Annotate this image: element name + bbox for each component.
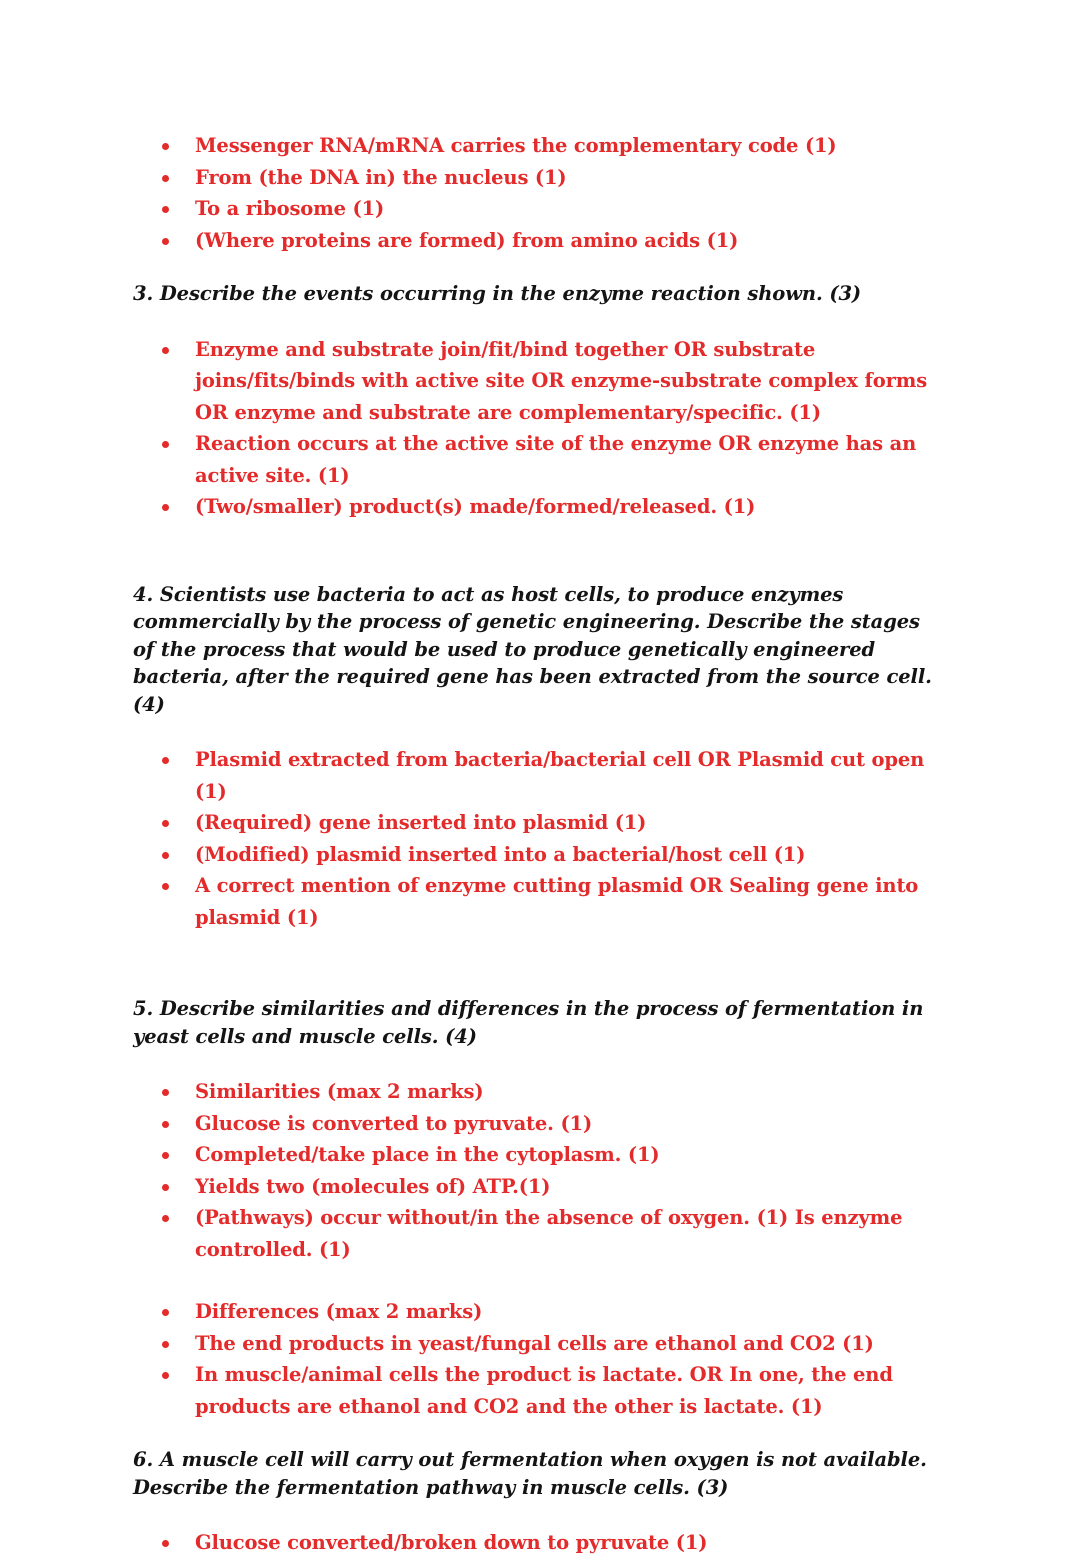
list-item xyxy=(133,491,947,523)
spacer xyxy=(133,523,947,581)
answer-list-q2 xyxy=(133,130,947,256)
bullet-point-icon xyxy=(162,347,169,354)
answer-text: The end products in yeast/fungal cells are ethanol and CO2 (1) xyxy=(195,1331,874,1355)
bullet-point-icon xyxy=(162,757,169,764)
spacer xyxy=(133,1265,947,1296)
bullet-point-icon xyxy=(162,1152,169,1159)
bullet-point-icon xyxy=(162,1309,169,1316)
list-item xyxy=(133,870,947,933)
bullet-point-icon xyxy=(162,852,169,859)
answer-list-q4 xyxy=(133,744,947,933)
spacer xyxy=(133,308,947,334)
list-item xyxy=(133,130,947,162)
spacer xyxy=(133,1501,947,1527)
bullet-point-icon xyxy=(162,1121,169,1128)
list-item xyxy=(133,839,947,871)
question-heading-6: 6. A muscle cell will carry out fermentation when oxygen is not available. Describe the fermentation pathway in muscle cells. (3) xyxy=(133,1448,927,1499)
spacer xyxy=(133,1050,947,1076)
answer-list-q5-similarities xyxy=(133,1076,947,1265)
list-item xyxy=(133,225,947,257)
bullet-point-icon xyxy=(162,1184,169,1191)
bullet-point-icon xyxy=(162,206,169,213)
answer-text: Differences (max 2 marks) xyxy=(195,1300,483,1323)
answer-text: In muscle/animal cells the product is lactate. OR In one, the end products are ethanol and CO2 and the other is lactate. (1) xyxy=(195,1363,893,1418)
spacer xyxy=(133,256,947,280)
bullet-point-icon xyxy=(162,1540,169,1547)
bullet-point-icon xyxy=(162,1089,169,1096)
answer-list-q5-differences xyxy=(133,1296,947,1422)
bullet-point-icon xyxy=(162,883,169,890)
list-item xyxy=(133,334,947,429)
answer-text: Plasmid extracted from bacteria/bacterial cell OR Plasmid cut open (1) xyxy=(195,748,925,803)
question-heading-3: 3. Describe the events occurring in the enzyme reaction shown. (3) xyxy=(133,282,862,305)
answer-text: From (the DNA in) the nucleus (1) xyxy=(195,165,567,189)
answer-text: Similarities (max 2 marks) xyxy=(195,1080,484,1103)
answer-text: Yields two (molecules of) ATP.(1) xyxy=(195,1174,551,1198)
answer-text: A correct mention of enzyme cutting plasmid OR Sealing gene into plasmid (1) xyxy=(195,874,919,929)
list-item xyxy=(133,1139,947,1171)
bullet-point-icon xyxy=(162,1215,169,1222)
bullet-point-icon xyxy=(162,1341,169,1348)
bullet-point-icon xyxy=(162,143,169,150)
bullet-point-icon xyxy=(162,238,169,245)
answer-text: Reaction occurs at the active site of the enzyme OR enzyme has an active site. (1) xyxy=(195,432,917,487)
spacer xyxy=(133,933,947,995)
bullet-point-icon xyxy=(162,175,169,182)
answer-text: Glucose is converted to pyruvate. (1) xyxy=(195,1111,593,1135)
spacer xyxy=(133,1422,947,1446)
list-item xyxy=(133,1202,947,1265)
answer-text: (Two/smaller) product(s) made/formed/released. (1) xyxy=(195,495,756,518)
answer-text: (Pathways) occur without/in the absence of oxygen. (1) Is enzyme controlled. (1) xyxy=(195,1206,903,1261)
list-item xyxy=(133,807,947,839)
answer-text: Messenger RNA/mRNA carries the complementary code (1) xyxy=(195,134,837,157)
list-item xyxy=(133,428,947,491)
question-heading-4: 4. Scientists use bacteria to act as host cells, to produce enzymes commercially by the process of genetic engineering. Describe the stages of the process that would be used to produce genetically engineered bacteria, after the required gene has been extracted from the source cell. (4) xyxy=(133,582,932,716)
list-item xyxy=(133,1296,947,1328)
bullet-point-icon xyxy=(162,820,169,827)
answer-text: (Modified) plasmid inserted into a bacterial/host cell (1) xyxy=(195,842,806,866)
bullet-point-icon xyxy=(162,504,169,511)
answer-text: Enzyme and substrate join/fit/bind together OR substrate joins/fits/binds with active site OR enzyme-substrate complex forms OR enzyme and substrate are complementary/specific. (1) xyxy=(195,337,928,424)
answer-list-q3 xyxy=(133,334,947,523)
list-item xyxy=(133,744,947,807)
list-item xyxy=(133,1108,947,1140)
question-heading-5: 5. Describe similarities and differences in the process of fermentation in yeast cells and muscle cells. (4) xyxy=(133,997,924,1048)
list-item xyxy=(133,1171,947,1203)
answer-text: Glucose converted/broken down to pyruvate (1) xyxy=(195,1531,708,1554)
list-item xyxy=(133,1328,947,1360)
document-body xyxy=(133,130,947,1559)
bullet-point-icon xyxy=(162,441,169,448)
answer-text: Completed/take place in the cytoplasm. (1) xyxy=(195,1143,660,1166)
list-item xyxy=(133,1527,947,1559)
list-item xyxy=(133,1076,947,1108)
answer-text: (Where proteins are formed) from amino acids (1) xyxy=(195,228,739,252)
answer-list-q6 xyxy=(133,1527,947,1559)
list-item xyxy=(133,162,947,194)
spacer xyxy=(133,718,947,744)
answer-text: (Required) gene inserted into plasmid (1) xyxy=(195,811,647,834)
answer-text: To a ribosome (1) xyxy=(195,197,385,220)
list-item xyxy=(133,193,947,225)
list-item xyxy=(133,1359,947,1422)
bullet-point-icon xyxy=(162,1372,169,1379)
